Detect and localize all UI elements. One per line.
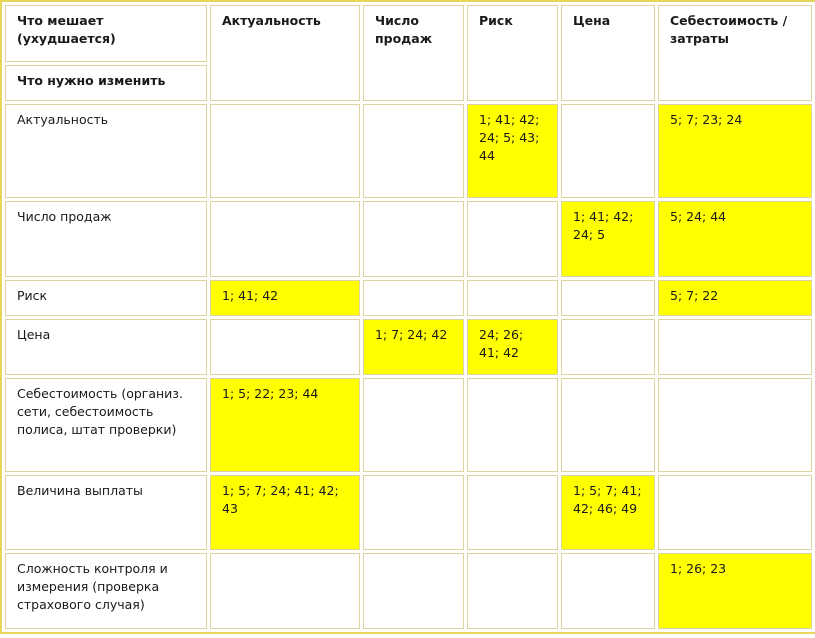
principles-cell: 1; 5; 7; 24; 41; 42; 43 [210,475,360,551]
row-header: Себестоимость (организ. сети, себестоимость полиса, штат проверки) [5,378,207,472]
column-header-risk: Риск [467,5,558,101]
principles-cell: 5; 7; 23; 24 [658,104,812,198]
table-cell [467,553,558,629]
row-header: Величина выплаты [5,475,207,551]
table-cell [561,378,655,472]
table-cell [467,280,558,317]
table-cell [467,378,558,472]
row-header: Цена [5,319,207,374]
row-header: Актуальность [5,104,207,198]
row-header: Сложность контроля и измерения (проверка страхового случая) [5,553,207,629]
table-cell [561,104,655,198]
principles-cell: 1; 7; 24; 42 [363,319,464,374]
table-cell [363,280,464,317]
table-cell [363,475,464,551]
table-cell [210,553,360,629]
table-cell [467,201,558,277]
table-row [5,201,812,277]
row-header: Число продаж [5,201,207,277]
table-cell [363,553,464,629]
table-cell [658,378,812,472]
table-cell [363,104,464,198]
principles-cell: 1; 26; 23 [658,553,812,629]
table-row [5,475,812,551]
table-row [5,553,812,629]
table-cell [363,201,464,277]
table-cell [210,201,360,277]
column-header-actuality: Актуальность [210,5,360,101]
table-row [5,104,812,198]
table-cell [210,104,360,198]
column-header-cost: Себестоимость /затраты [658,5,812,101]
table-cell [561,553,655,629]
table-row [5,378,812,472]
table-cell [561,280,655,317]
principles-cell: 1; 41; 42 [210,280,360,317]
table-cell [363,378,464,472]
column-header-sales-count: Число продаж [363,5,464,101]
corner-header-to-change: Что нужно изменить [5,65,207,101]
table-cell [658,319,812,374]
corner-header-worsening: Что мешает (ухудшается) [5,5,207,62]
table-cell [467,475,558,551]
principles-cell: 1; 5; 7; 41; 42; 46; 49 [561,475,655,551]
table-row [5,280,812,317]
table-cell [658,475,812,551]
row-header: Риск [5,280,207,317]
principles-cell: 1; 41; 42; 24; 5 [561,201,655,277]
column-header-price: Цена [561,5,655,101]
table-cell [210,319,360,374]
principles-cell: 24; 26; 41; 42 [467,319,558,374]
principles-cell: 1; 41; 42; 24; 5; 43; 44 [467,104,558,198]
table-row [5,319,812,374]
table-cell [561,319,655,374]
principles-cell: 5; 7; 22 [658,280,812,317]
principles-cell: 5; 24; 44 [658,201,812,277]
principles-cell: 1; 5; 22; 23; 44 [210,378,360,472]
